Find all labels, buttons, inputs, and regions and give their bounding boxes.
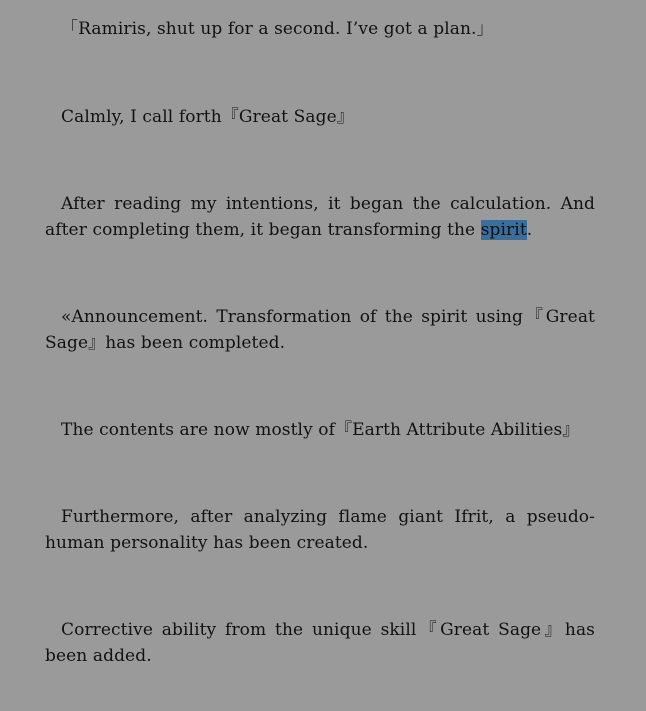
paragraph-calculation-end: .: [526, 220, 533, 240]
selected-word-highlight[interactable]: spirit: [480, 220, 527, 240]
paragraph-corrective-ability: Corrective ability from the unique skill『Great Sage』has been added.: [45, 620, 595, 666]
paragraph-call-great-sage: Calmly, I call forth『Great Sage』: [61, 107, 354, 127]
paragraph-calculation-text: After reading my intentions, it began the calculation. And after completing them, it began transforming the: [45, 194, 595, 240]
paragraph-ramiris-plan: 「Ramiris, shut up for a second. I’ve got a plan.」: [61, 19, 494, 39]
paragraph-earth-attribute: The contents are now mostly of『Earth Attribute Abilities』: [61, 420, 580, 440]
paragraph-announcement: «Announcement. Transformation of the spirit using『Great Sage』has been completed.: [45, 307, 595, 353]
paragraph-ifrit-personality: Furthermore, after analyzing flame giant Ifrit, a pseudo-human personality has been created.: [45, 507, 595, 553]
paragraph-calculation: [45, 191, 595, 243]
